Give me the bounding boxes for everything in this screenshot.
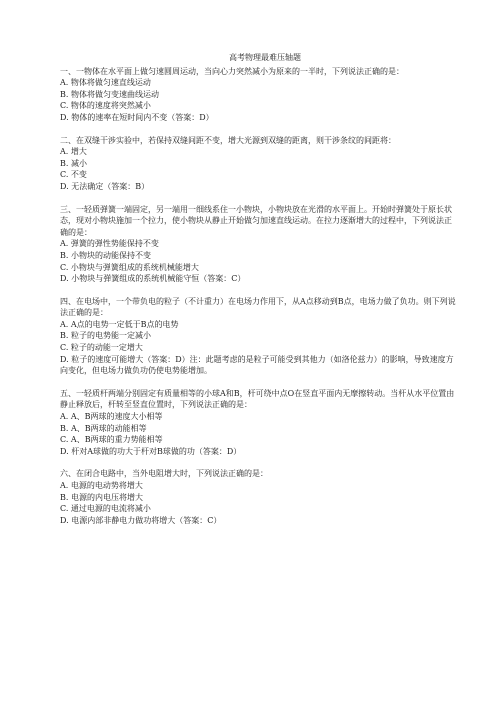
question-stem: 一、一物体在水平面上做匀速圆周运动，当向心力突然减小为原来的一半时，下列说法正确的是： [60, 66, 404, 76]
option-a: A. 弹簧的弹性势能保持不变 [60, 239, 159, 249]
option-d: D. 小物块与弹簧组成的系统机械能守恒（答案：C） [60, 274, 246, 284]
spacer [60, 285, 456, 296]
question-stem: 六、在闭合电路中，当外电阻增大时，下列说法正确的是： [60, 469, 268, 479]
spacer [60, 457, 456, 468]
option-d: D. 电源内部非静电力做功将增大（答案：C） [60, 515, 222, 525]
question-3 [60, 204, 456, 285]
option-b: B. 小物块的动能保持不变 [60, 250, 151, 260]
spacer [60, 124, 456, 135]
option-c: C. 粒子的动能一定增大 [60, 343, 143, 353]
document-title: 高考物理最难压轴题 [229, 53, 301, 62]
option-d: D. 粒子的速度可能增大（答案：D）注：此题考虑的是粒子可能受到其他力（如洛伦兹力）的影响，导致速度方向变化，但电场力做负功仍使电势能增加。 [60, 354, 454, 376]
question-stem: 五、一轻质杆两端分别固定有质量相等的小球A和B，杆可绕中点O在竖直平面内无摩擦转动。当杆从水平位置由静止释放后，杆转至竖直位置时，下列说法正确的是： [60, 388, 455, 410]
option-c: C. 物体的速度将突然减小 [60, 101, 151, 111]
question-5 [60, 388, 456, 458]
question-6 [60, 468, 456, 526]
option-a: A. 电源的电动势将增大 [60, 481, 143, 490]
option-c: C. 不变 [60, 170, 87, 180]
option-d: D. 杆对A球做的功大于杆对B球做的功（答案：D） [60, 446, 242, 456]
option-c: C. 小物块与弹簧组成的系统机械能增大 [60, 262, 199, 272]
option-a: A. 增大 [60, 147, 87, 157]
question-stem: 四、在电场中，一个带负电的粒子（不计重力）在电场力作用下，从A点移动到B点，电场力做了负功。则下列说法正确的是： [60, 296, 456, 318]
option-b: B. 粒子的电势能一定减小 [60, 331, 151, 341]
option-d: D. 物体的速率在短时间内不变（答案：D） [60, 112, 214, 122]
option-b: B. 减小 [60, 158, 87, 168]
option-b: B. 物体将做匀变速曲线运动 [60, 89, 159, 99]
question-2 [60, 135, 456, 193]
option-b: B. 电源的内电压将增大 [60, 492, 143, 502]
option-a: A. 物体将做匀速直线运动 [60, 78, 151, 88]
option-c: C. A、B两球的重力势能相等 [60, 435, 163, 445]
option-a: A. A点的电势一定低于B点的电势 [60, 319, 179, 329]
option-d: D. 无法确定（答案：B） [60, 181, 150, 191]
spacer [60, 193, 456, 204]
question-stem: 二、在双缝干涉实验中，若保持双缝间距不变，增大光源到双缝的距离，则干涉条纹的间距将： [60, 135, 396, 145]
option-c: C. 通过电源的电流将减小 [60, 504, 151, 514]
option-a: A. A、B两球的速度大小相等 [60, 412, 163, 422]
spacer [60, 377, 456, 388]
question-1 [60, 66, 456, 124]
question-4 [60, 296, 456, 377]
option-b: B. A、B两球的动能相等 [60, 423, 147, 433]
question-stem: 三、一轻质弹簧一端固定，另一端用一细线系住一小物块，小物块放在光滑的水平面上。开始时弹簧处于原长状态，现对小物块施加一个拉力，使小物块从静止开始做匀加速直线运动。在拉力逐渐增大的过程中，下列说法正确的是： [60, 204, 452, 237]
